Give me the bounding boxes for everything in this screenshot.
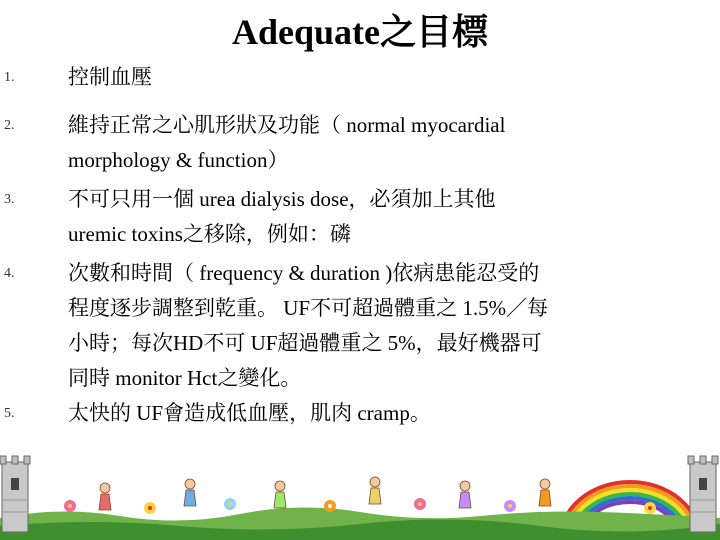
item-text: 同時 monitor Hct之變化。 (68, 366, 302, 390)
item-text: 控制血壓 (68, 65, 152, 89)
item-text: 程度逐步調整到乾重。 UF不可超過體重之 1.5%／每 (68, 296, 549, 320)
item-text: 太快的 UF會造成低血壓，肌肉 cramp。 (68, 401, 431, 425)
decorative-footer-border (0, 448, 720, 540)
item-text: 小時；每次HD不可 UF超過體重之 5%，最好機器可 (68, 331, 542, 355)
castle-tower-icon (0, 456, 30, 532)
item-text: uremic toxins之移除，例如：磷 (68, 222, 351, 246)
item-number: 2. (4, 118, 15, 133)
item-number: 3. (4, 192, 15, 207)
item-text: 次數和時間（ frequency & duration )依病患能忍受的 (68, 261, 540, 285)
slide-title: Adequate之目標 (231, 12, 488, 52)
item-text: 維持正常之心肌形狀及功能（ normal myocardial (68, 113, 506, 137)
item-number: 5. (4, 406, 15, 421)
item-number: 4. (4, 266, 15, 281)
item-text: morphology & function） (68, 148, 289, 172)
item-text: 不可只用一個 urea dialysis dose，必須加上其他 (68, 187, 496, 211)
castle-tower-icon (688, 456, 718, 532)
item-number: 1. (4, 70, 15, 85)
